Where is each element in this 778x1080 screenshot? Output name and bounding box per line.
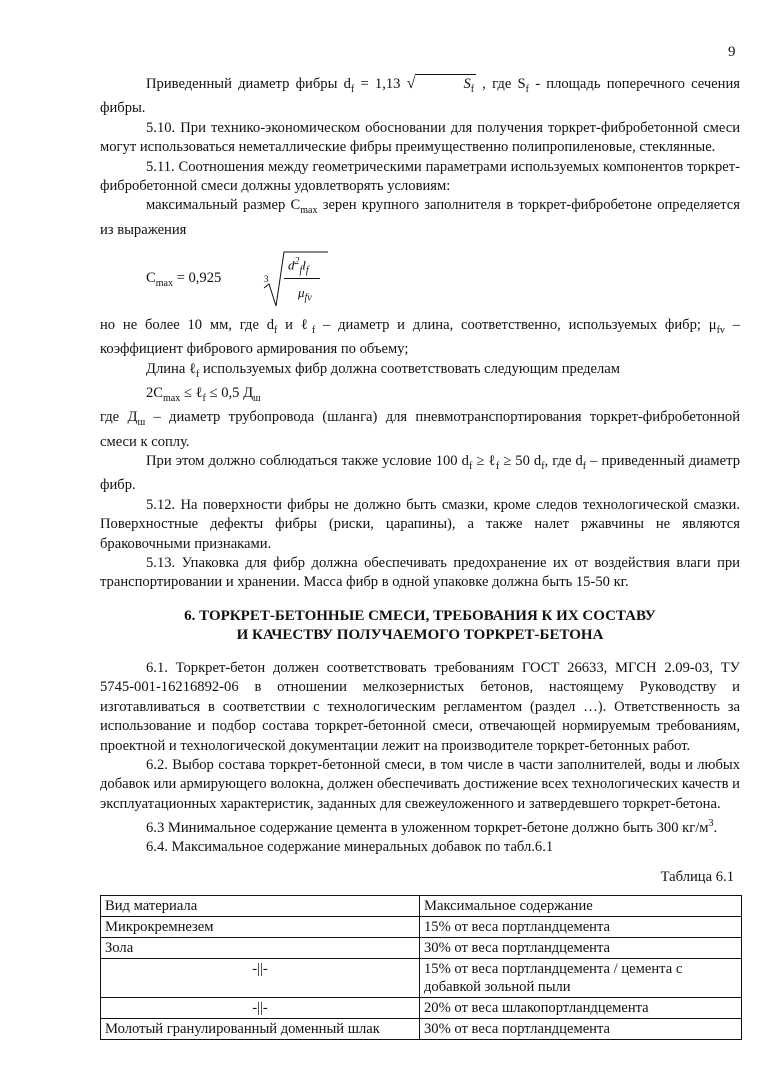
table-cell: 30% от веса портландцемента [420,1019,742,1040]
root-index: 3 [264,274,269,285]
paragraph-where-diameter: где $Д_ш$ – диаметр трубопровода (шланга) для пневмотранспортирования торкрет-фибробетонной смеси к соплу. [100,409,741,450]
table-cell: 15% от веса портландцемента [420,917,742,938]
table-header-cell: Вид материала [101,896,420,917]
table-cell: 15% от веса портландцемента / цемента с добавкой зольной пыли [420,959,742,998]
paragraph-5-11: 5.11. Соотношения между геометрическими параметрами используемых компонентов торкрет-фибробетонной смеси должны удовлетворять условиям: [100,158,740,194]
table-header-row [101,896,742,917]
table-cell: Микрокремнезем [101,917,420,938]
paragraph-fiber-diameter: Приведенный диаметр фибры $d_f = 1,13$ √ $S_f$ , где $S_f$ - площадь поперечного сечения фибры. [100,75,740,117]
paragraph-length: Длина ℓ$_f$ используемых фибр должна соответствовать следующим пределам [146,360,621,380]
formula-numerator: $d^2_fl_f$ [288,256,309,276]
paragraph-6-4: 6.4. Максимальное содержание минеральных добавок по табл.6.1 [146,839,554,856]
section-heading: 6. ТОРКРЕТ-БЕТОННЫЕ СМЕСИ, ТРЕБОВАНИЯ К ИХ СОСТАВУ И КАЧЕСТВУ ПОЛУЧАЕМОГО ТОРКРЕТ-БЕТОНА [184,607,656,643]
paragraph-6-1: 6.1. Торкрет-бетон должен соответствовать требованиям ГОСТ 26633, МГСН 2.09-03, ТУ 5745-001-16216892-06 в отношении мелкозернистых бетонов, настоящему Руководству и изготавливаться в соответствии с технологическим регламентом (раздел …). Ответственность за использование и подбор состава торкрет-бетонной смеси, отвечающей нормируемым требованиям, проектной и технологической документации лежит на производителе торкрет-бетонных работ. [100,659,740,754]
page-number: 9 [728,44,736,60]
table-header-cell: Максимальное содержание [420,896,742,917]
table-cell: -||- [101,998,420,1019]
cmax-formula: $C_{max} = 0,925$ 3 $d^2_fl_f$ $\mu_{fv}$ [146,248,740,312]
paragraph-5-12: 5.12. На поверхности фибры не должно быть смазки, кроме следов технологической смазки. Поверхностные дефекты фибры (риски, царапины), а также налет ржавчины не являются браковочными признаками. [100,496,740,552]
table-row [101,917,742,938]
table-row [101,938,742,959]
table-cell: Зола [101,938,420,959]
sqrt-term: $S_f$ [415,74,476,99]
fraction-bar [284,278,320,279]
page-body [100,74,740,1040]
table-row [101,998,742,1019]
paragraph-6-2: 6.2. Выбор состава торкрет-бетонной смеси, в том числе в части заполнителей, воды и любых добавок или армирующего волокна, должен обеспечивать достижение всех технологических качеств и эксплуатационных характеристик, заданных для свежеуложенного и затвердевшего торкрет-бетона. [100,756,740,812]
paragraph-6-3: 6.3 Минимальное содержание цемента в уложенном торкрет-бетоне должно быть 300 $кг/м^3$. [146,818,718,836]
paragraph-cmax-intro: максимальный размер $C_{max}$ зерен крупного заполнителя в торкрет-фибробетоне определяется из выражения [100,197,740,238]
table-caption: Таблица 6.1 [660,868,734,885]
paragraph-condition: При этом должно соблюдаться также условие 100 $d_f$ ≥ ℓ$_f$ ≥ 50 $d_f$, где $d_f$ – приведенный диаметр фибр. [100,453,740,494]
paragraph-not-more: но не более 10 мм, где $d_f$ и ℓ$_f$ – диаметр и длина, соответственно, используемых фибр; $\mu_{fv}$ – коэффициент фибрового армирования по объему; [100,317,740,358]
table-cell: -||- [101,959,420,998]
formula-denominator: $\mu_{fv}$ [298,285,312,304]
paragraph-5-10: 5.10. При технико-экономическом обосновании для получения торкрет-фибробетонной смеси могут использоваться неметаллические фибры преимущественно полипропиленовые, стеклянные. [100,119,740,156]
paragraph-inequality: $2C_{max}$ ≤ ℓ$_f$ ≤ 0,5 $Д_ш$ [146,385,261,404]
table-row [101,1019,742,1040]
additives-table [100,895,742,1040]
table-cell: Молотый гранулированный доменный шлак [101,1019,420,1040]
table-cell: 30% от веса портландцемента [420,938,742,959]
table-cell: 20% от веса шлакопортландцемента [420,998,742,1019]
table-row [101,959,742,998]
paragraph-5-13: 5.13. Упаковка для фибр должна обеспечивать предохранение их от воздействия влаги при транспортировании и хранении. Масса фибр в одной упаковке должна быть 15-50 кг. [100,555,740,591]
